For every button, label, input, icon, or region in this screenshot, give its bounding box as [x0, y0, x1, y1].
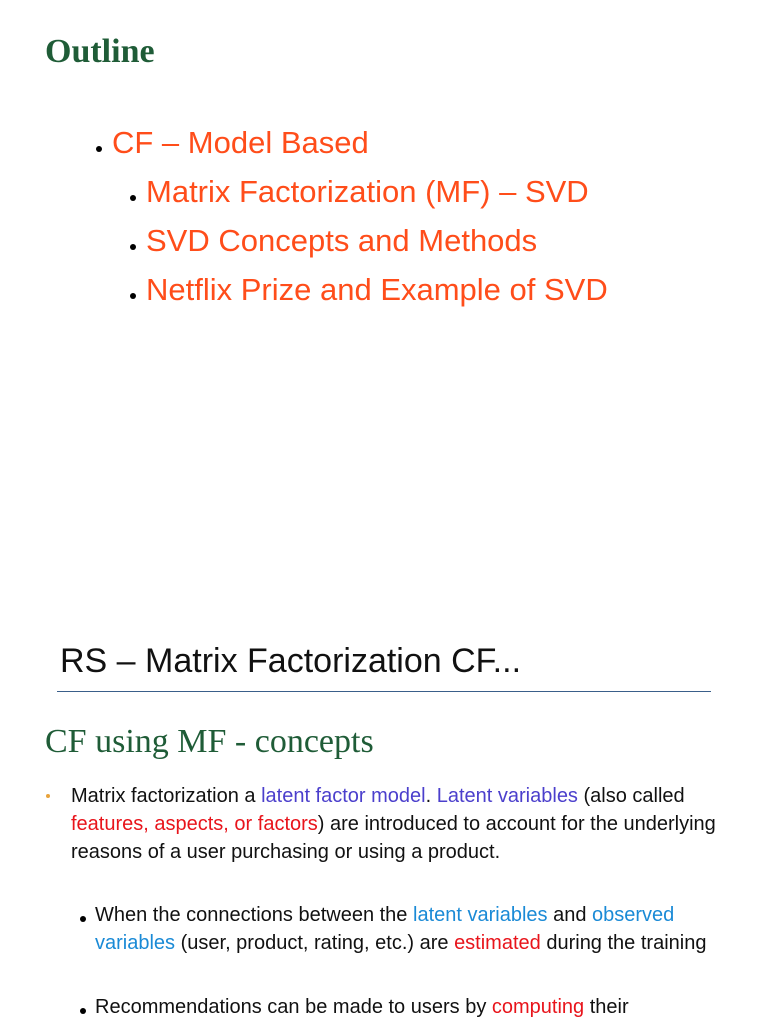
- highlight-latent-variables: Latent variables: [436, 785, 578, 807]
- outline-item-cf-model-based: [0, 118, 608, 167]
- bullet-icon: [130, 195, 136, 201]
- text-run: (also called: [577, 785, 685, 807]
- concepts-slide: [0, 512, 768, 1024]
- outline-item-label: Netflix Prize and Example of SVD: [146, 272, 608, 307]
- sub-paragraph-recommendations: [95, 993, 755, 1021]
- highlight-features: features, aspects, or factors: [71, 813, 318, 835]
- highlight-latent-variables: latent variables: [413, 904, 548, 926]
- outline-list: [0, 118, 608, 314]
- text-run: .: [425, 785, 437, 807]
- text-run: Matrix factorization a: [71, 785, 262, 807]
- highlight-latent-factor-model: latent factor model: [261, 785, 426, 807]
- bullet-icon: [96, 146, 102, 152]
- outline-item-svd-concepts: [0, 216, 608, 265]
- text-run: during the training: [540, 932, 707, 954]
- outline-item-matrix-factorization: [0, 167, 608, 216]
- outline-item-label: Matrix Factorization (MF) – SVD: [146, 174, 589, 209]
- main-paragraph: [71, 782, 741, 866]
- outline-item-label: CF – Model Based: [112, 125, 369, 160]
- sub-paragraph-connections: [95, 901, 755, 957]
- bullet-icon: [130, 293, 136, 299]
- title-divider: [57, 691, 711, 692]
- outline-title: Outline: [45, 33, 155, 70]
- bullet-icon: [130, 244, 136, 250]
- bullet-icon: [80, 1008, 86, 1014]
- section-heading: CF using MF - concepts: [45, 723, 374, 760]
- text-run: (user, product, rating, etc.) are: [175, 932, 455, 954]
- text-run: When the connections between the: [95, 904, 413, 926]
- highlight-computing: computing: [491, 996, 585, 1018]
- highlight-observed-variables: observed variables: [95, 904, 675, 954]
- outline-item-label: SVD Concepts and Methods: [146, 223, 538, 258]
- text-run: ) are introduced to account for the underlying reasons of a user purchasing or using a product.: [71, 813, 716, 863]
- text-run: their: [584, 996, 629, 1018]
- highlight-estimated: estimated: [454, 932, 541, 954]
- text-run: and: [547, 904, 593, 926]
- outline-item-netflix-prize: [0, 265, 608, 314]
- bullet-icon: [46, 794, 50, 798]
- text-run: Recommendations can be made to users by: [95, 996, 492, 1018]
- bullet-icon: [80, 916, 86, 922]
- slide-title: RS – Matrix Factorization CF...: [60, 642, 522, 680]
